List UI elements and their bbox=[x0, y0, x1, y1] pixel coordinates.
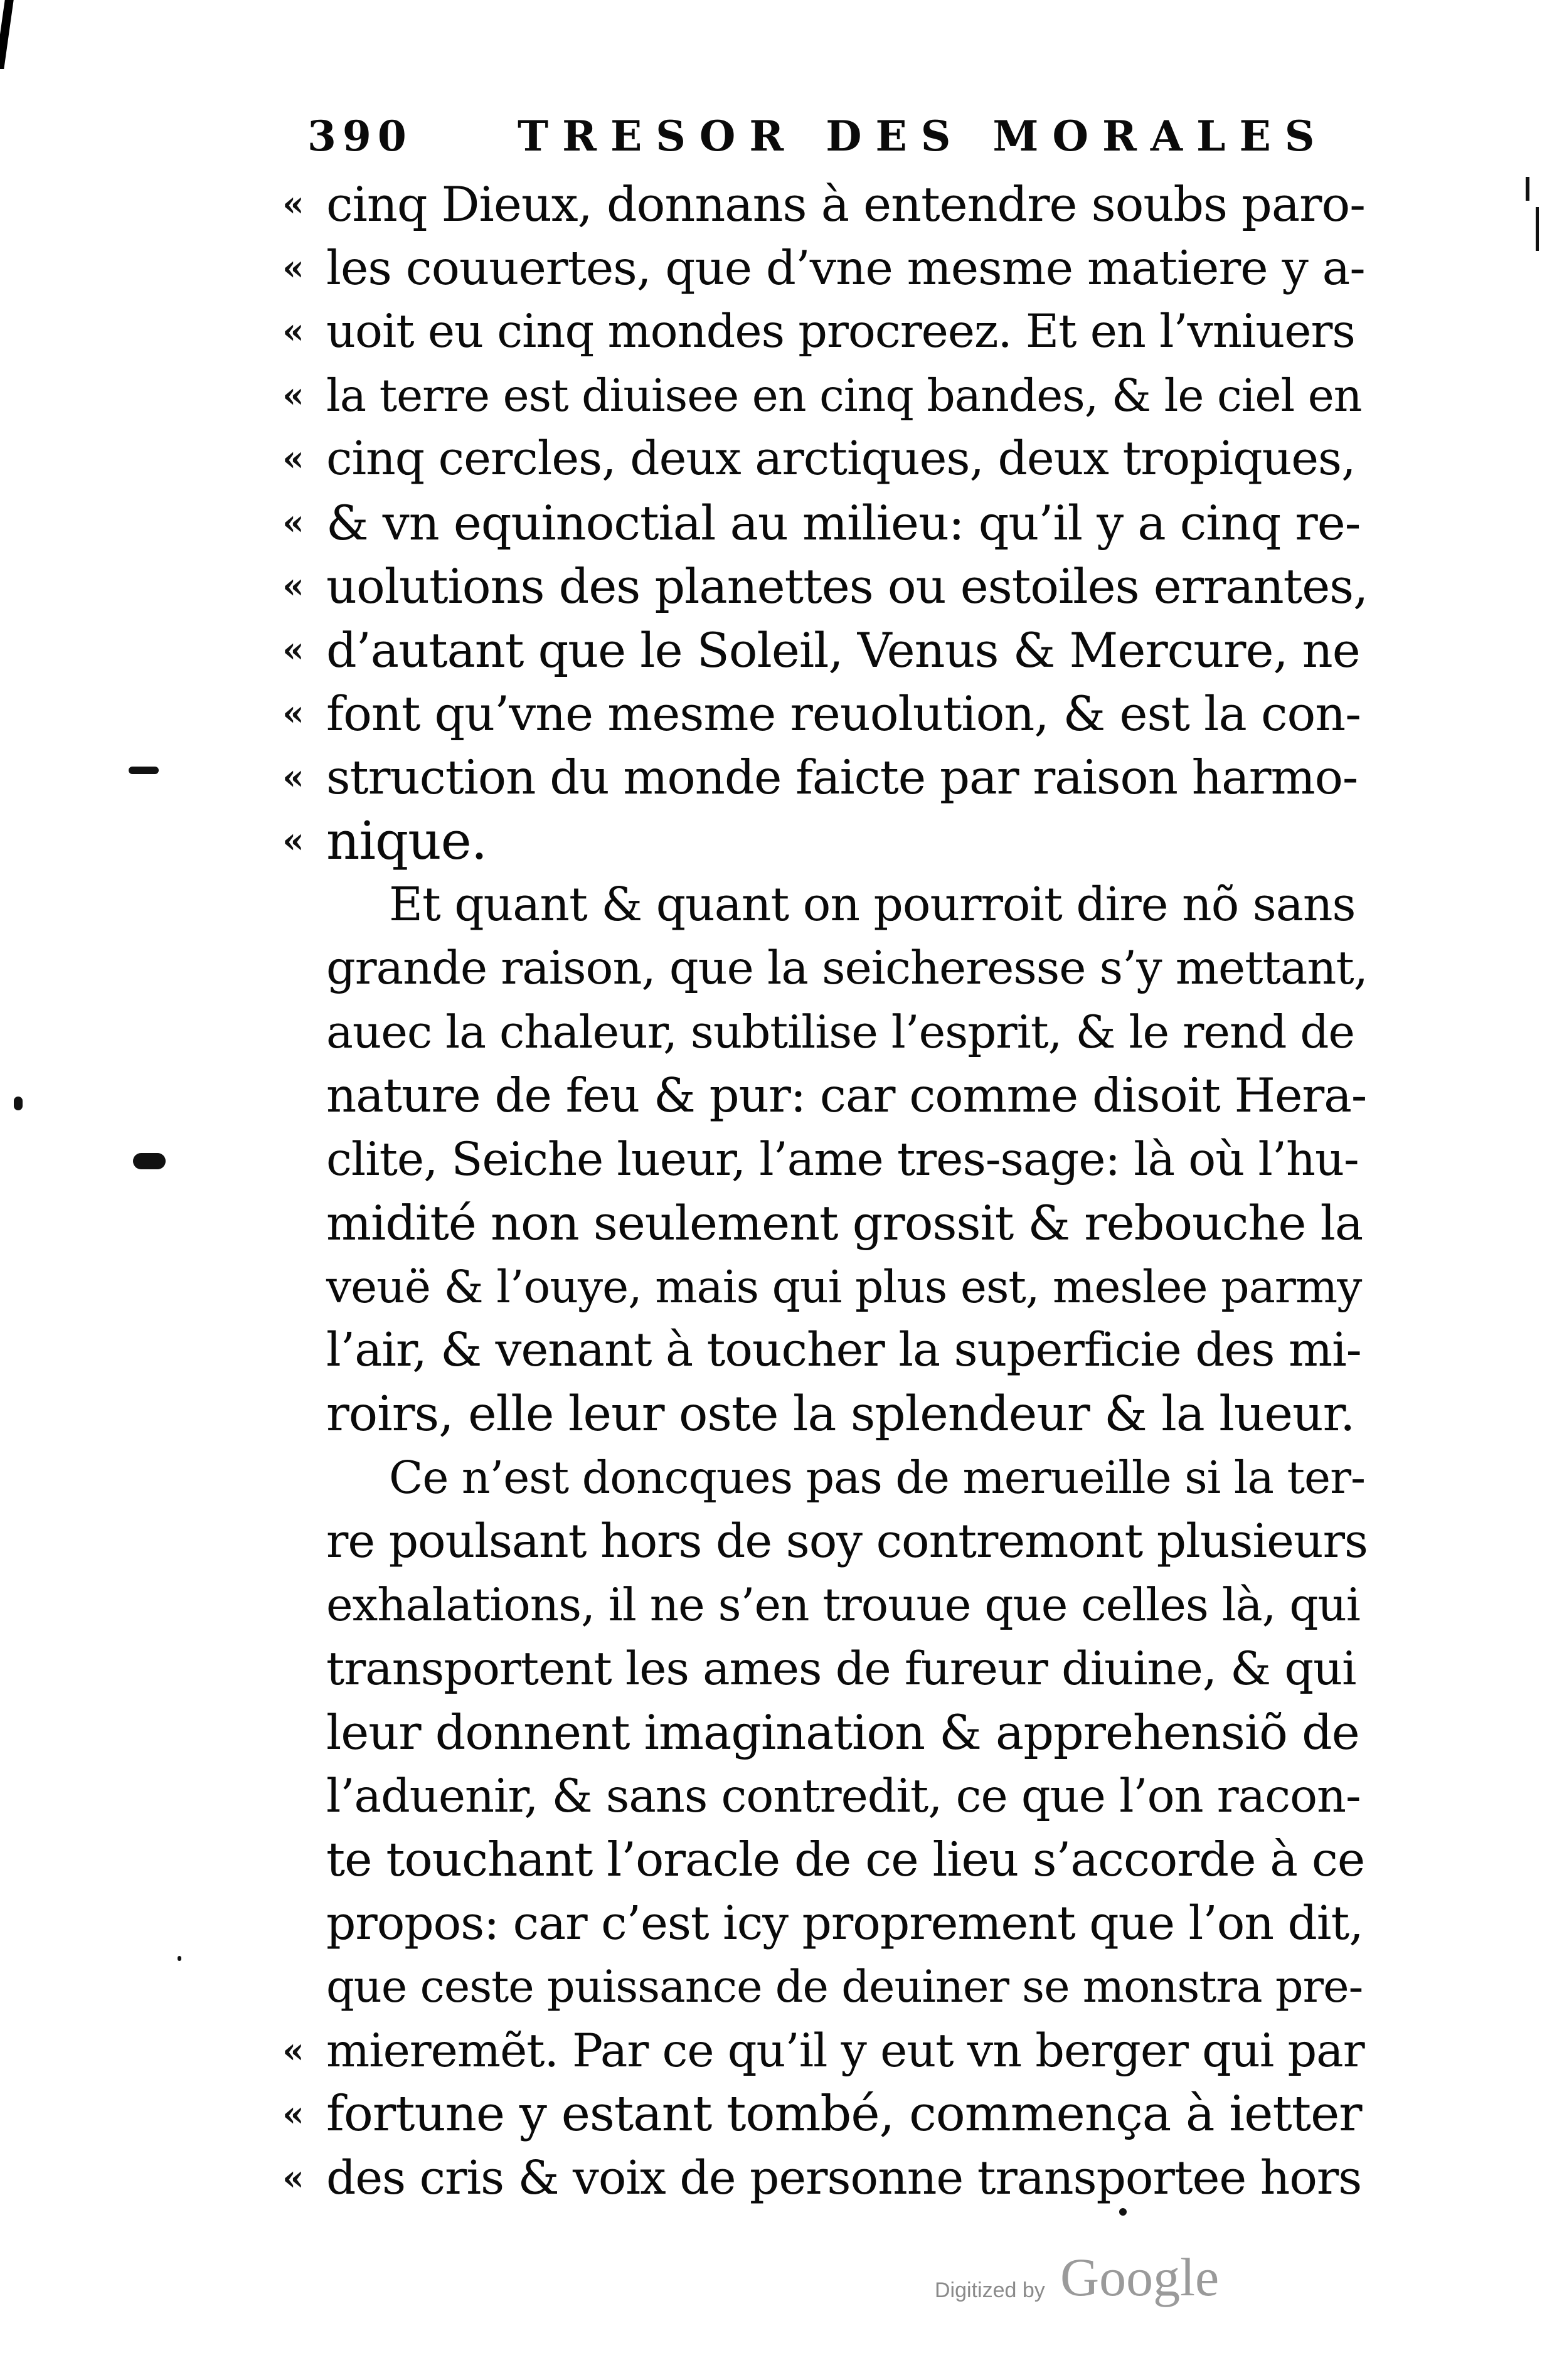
text-line: des cris & voix de personne transportee hors bbox=[326, 2151, 1362, 2205]
marginal-quote-mark: « bbox=[282, 757, 304, 798]
text-line: d’autant que le Soleil, Venus & Mercure, ne bbox=[326, 622, 1360, 678]
ink-speck bbox=[1119, 2208, 1127, 2216]
marginal-quote-mark: « bbox=[282, 183, 304, 225]
marginal-quote-mark: « bbox=[282, 2157, 304, 2199]
text-line: & vn equinoctial au milieu: qu’il y a cinq re- bbox=[326, 495, 1361, 551]
ink-speck bbox=[178, 1956, 181, 1961]
text-line: auec la chaleur, subtilise l’esprit, & le rend de bbox=[326, 1006, 1355, 1058]
text-line: exhalations, il ne s’en trouue que celles là, qui bbox=[326, 1578, 1360, 1631]
ink-speck bbox=[129, 767, 159, 774]
text-line: mieremẽt. Par ce qu’il y eut vn berger qui par bbox=[326, 2024, 1364, 2078]
running-header bbox=[307, 112, 1374, 168]
text-line: veuë & l’ouye, mais qui plus est, meslee parmy bbox=[326, 1261, 1362, 1313]
text-line: font qu’vne mesme reuolution, & est la con- bbox=[326, 686, 1361, 741]
text-line: les couuertes, que d’vne mesme matiere y a- bbox=[326, 240, 1365, 295]
text-line: Ce n’est doncques pas de merueille si la ter- bbox=[389, 1452, 1366, 1504]
text-line: uoit eu cinq mondes procreez. Et en l’vniuers bbox=[326, 305, 1355, 358]
page-edge-mark bbox=[0, 0, 14, 69]
marginal-quote-mark: « bbox=[282, 2093, 304, 2135]
ink-speck bbox=[1526, 177, 1529, 201]
text-line: l’aduenir, & sans contredit, ce que l’on racon- bbox=[326, 1770, 1361, 1823]
text-line: grande raison, que la seicheresse s’y mettant, bbox=[326, 942, 1368, 995]
google-wordmark: Google bbox=[1060, 2247, 1220, 2307]
page-number: 390 bbox=[307, 112, 413, 161]
text-line: struction du monde faicte par raison harmo- bbox=[326, 750, 1358, 805]
marginal-quote-mark: « bbox=[282, 375, 304, 416]
running-title: TRESOR DES MORALES bbox=[518, 112, 1329, 161]
ink-speck bbox=[133, 1153, 166, 1169]
text-line: fortune y estant tombé, commença à ietter bbox=[326, 2086, 1362, 2142]
text-line: propos: car c’est icy proprement que l’on dit, bbox=[326, 1896, 1363, 1950]
text-line: uolutions des planettes ou estoiles errantes, bbox=[326, 558, 1368, 614]
marginal-quote-mark: « bbox=[282, 502, 304, 543]
text-line: que ceste puissance de deuiner se monstra pre- bbox=[326, 1961, 1363, 2012]
ink-speck bbox=[14, 1097, 23, 1110]
text-line: nature de feu & pur: car comme disoit Hera- bbox=[326, 1068, 1367, 1123]
text-line: la terre est diuisee en cinq bandes, & le ciel en bbox=[326, 369, 1362, 422]
text-line: te touchant l’oracle de ce lieu s’accorde à ce bbox=[326, 1832, 1365, 1887]
text-line: nique. bbox=[326, 810, 487, 871]
text-line: roirs, elle leur oste la splendeur & la lueur. bbox=[326, 1386, 1355, 1442]
marginal-quote-mark: « bbox=[282, 2030, 304, 2071]
text-line: leur donnent imagination & apprehensiõ de bbox=[326, 1704, 1359, 1760]
text-line: cinq Dieux, donnans à entendre soubs paro- bbox=[326, 176, 1365, 232]
marginal-quote-mark: « bbox=[282, 693, 304, 734]
text-line: clite, Seiche lueur, l’ame tres-sage: là où l’hu- bbox=[326, 1133, 1359, 1186]
marginal-quote-mark: « bbox=[282, 565, 304, 607]
text-line: Et quant & quant on pourroit dire nõ sans bbox=[389, 878, 1356, 932]
watermark-prefix: Digitized by bbox=[935, 2278, 1045, 2302]
digitized-watermark bbox=[935, 2246, 1261, 2315]
marginal-quote-mark: « bbox=[282, 820, 304, 861]
ink-speck bbox=[1536, 207, 1539, 251]
text-line: re poulsant hors de soy contremont plusieurs bbox=[326, 1514, 1368, 1568]
text-line: cinq cercles, deux arctiques, deux tropiques, bbox=[326, 432, 1356, 486]
marginal-quote-mark: « bbox=[282, 629, 304, 671]
marginal-quote-mark: « bbox=[282, 247, 304, 289]
text-line: midité non seulement grossit & rebouche la bbox=[326, 1195, 1363, 1251]
text-line: l’air, & venant à toucher la superficie des mi- bbox=[326, 1323, 1361, 1377]
marginal-quote-mark: « bbox=[282, 438, 304, 479]
marginal-quote-mark: « bbox=[282, 311, 304, 352]
text-line: transportent les ames de fureur diuine, & qui bbox=[326, 1642, 1356, 1696]
